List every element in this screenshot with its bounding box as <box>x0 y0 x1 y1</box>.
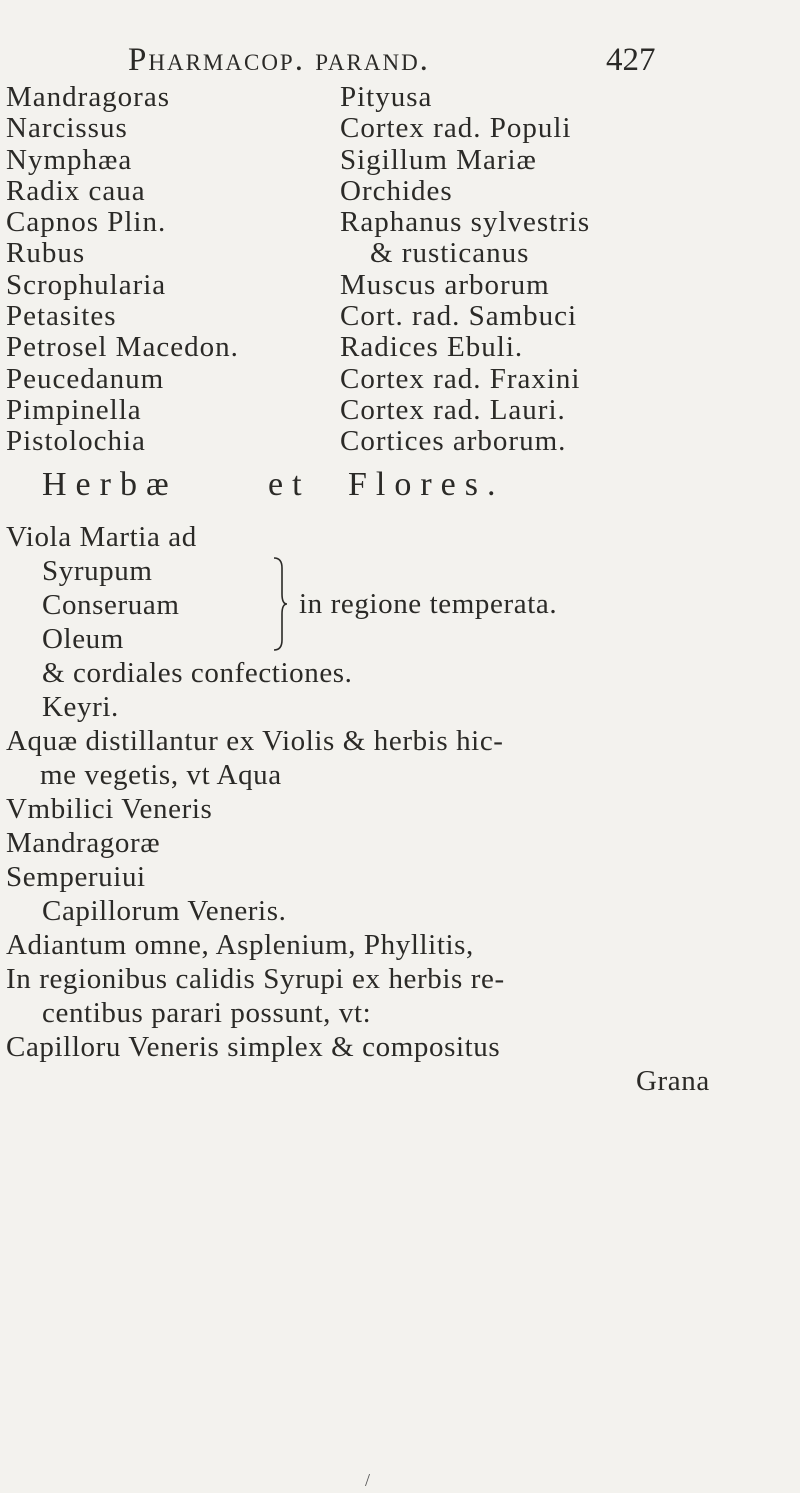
left-item: Mandragoras <box>6 81 171 113</box>
body-line: Adiantum omne, Asplenium, Phyllitis, <box>6 929 474 961</box>
brace-text: in regione temperata. <box>299 588 558 620</box>
body-line: Aquæ distillantur ex Violis & herbis hic- <box>6 725 504 757</box>
left-item: Nymphæa <box>6 143 133 176</box>
right-item: Orchides <box>340 174 453 207</box>
body-line: Keyri. <box>42 691 119 723</box>
left-item: Scrophularia <box>6 268 167 301</box>
heading-et: et <box>268 466 311 503</box>
right-item: Cortex rad. Fraxini <box>340 362 581 395</box>
body-line: Viola Martia ad <box>6 521 197 553</box>
left-item: Narcissus <box>6 112 128 145</box>
brace-item: Syrupum <box>42 555 153 587</box>
left-column <box>6 82 336 458</box>
body-line: Capillorum Veneris. <box>42 895 287 927</box>
catchword-line <box>6 1064 786 1098</box>
right-item: Muscus arborum <box>340 268 550 301</box>
body-line: Semperuiui <box>6 861 146 893</box>
left-item: Radix caua <box>6 174 146 207</box>
brace-item: Oleum <box>42 623 124 655</box>
stray-mark: / <box>365 1470 371 1490</box>
left-item: Petasites <box>6 300 117 333</box>
right-brace-icon <box>272 556 288 652</box>
left-item: Rubus <box>6 237 86 270</box>
section-body <box>6 520 786 1098</box>
body-line: centibus parari possunt, vt: <box>42 997 372 1029</box>
body-line: & cordiales confectiones. <box>42 657 353 689</box>
right-item: Pityusa <box>340 81 433 113</box>
body-line: In regionibus calidis Syrupi ex herbis re- <box>6 963 505 995</box>
brace-group <box>6 554 786 656</box>
brace-item: Conseruam <box>42 589 180 621</box>
body-line: Mandragoræ <box>6 827 161 859</box>
running-title: Pharmacop. parand. <box>128 42 430 78</box>
left-item: Petrosel Macedon. <box>6 331 239 364</box>
left-item: Capnos Plin. <box>6 206 167 239</box>
right-item: Cortex rad. Lauri. <box>340 393 566 426</box>
right-item: Cortex rad. Populi <box>340 112 572 145</box>
left-item: Pistolochia <box>6 425 146 458</box>
body-line: Vmbilici Veneris <box>6 793 213 825</box>
page-number: 427 <box>606 42 656 78</box>
left-item: Peucedanum <box>6 362 165 395</box>
left-item: Pimpinella <box>6 393 142 426</box>
heading-herbae: Herbæ <box>42 466 178 503</box>
right-item: Radices Ebuli. <box>340 331 524 364</box>
right-item: Raphanus sylvestris <box>340 206 591 239</box>
right-item: Sigillum Mariæ <box>340 143 537 176</box>
heading-flores: Flores. <box>348 466 505 503</box>
right-item: & rusticanus <box>370 237 530 270</box>
right-item: Cort. rad. Sambuci <box>340 300 578 333</box>
right-item: Cortices arborum. <box>340 425 567 458</box>
body-line: Capilloru Veneris simplex & compositus <box>6 1031 501 1063</box>
right-column <box>340 82 770 458</box>
catchword: Grana <box>636 1065 710 1097</box>
body-line: me vegetis, vt Aqua <box>40 759 282 791</box>
